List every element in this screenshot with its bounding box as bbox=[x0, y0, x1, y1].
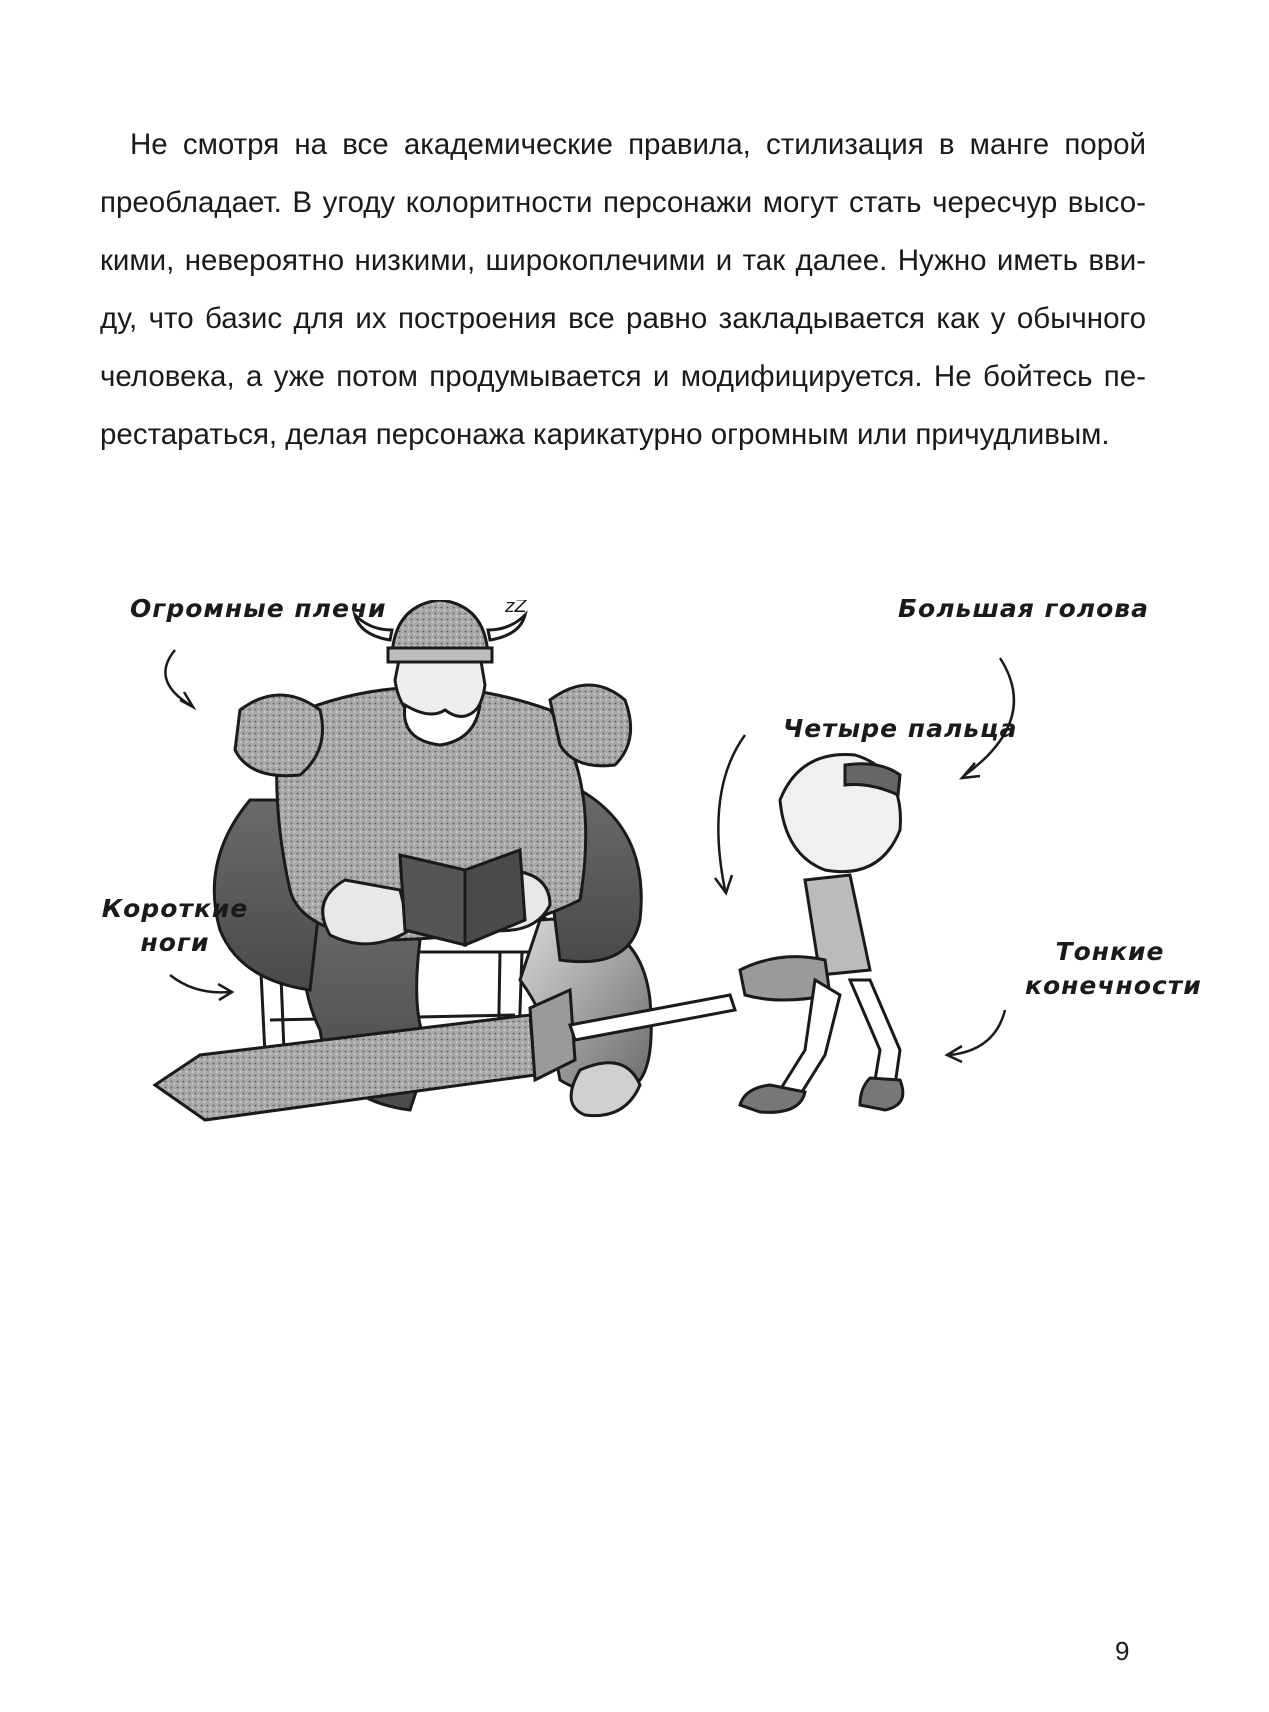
label-short-legs-line: ноги bbox=[140, 928, 210, 957]
paragraph-line: Не смотря на все академические правила, стилизация в манге порой bbox=[130, 128, 1146, 161]
girl-character bbox=[740, 755, 903, 1113]
paragraph-line: рестараться, делая персонажа карикатурно огромным или причудливым. bbox=[100, 418, 1110, 451]
label-huge-shoulders: Огромные плечи bbox=[130, 594, 387, 623]
body-paragraph bbox=[100, 116, 1146, 464]
label-thin-limbs bbox=[1025, 935, 1202, 1003]
label-thin-limbs-line: конечности bbox=[1025, 971, 1202, 1000]
paragraph-line: преобладает. В угоду колоритности персонажи могут стать чересчур высо- bbox=[100, 186, 1146, 219]
label-short-legs-line: Короткие bbox=[101, 894, 249, 923]
label-thin-limbs-line: Тонкие bbox=[1055, 937, 1165, 966]
paragraph-line: ду, что базис для их построения все равно закладывается как у обычного bbox=[100, 302, 1146, 335]
label-short-legs bbox=[100, 892, 250, 960]
page-number: 9 bbox=[1115, 1636, 1130, 1666]
label-big-head: Большая голова bbox=[898, 594, 1149, 623]
label-four-fingers: Четыре пальца bbox=[783, 714, 1018, 743]
snore-text: zZ bbox=[505, 600, 527, 617]
paragraph-line: человека, а уже потом продумывается и модифицируется. Не бойтесь пе- bbox=[100, 360, 1146, 393]
paragraph-line: кими, невероятно низкими, широкоплечими и так далее. Нужно иметь вви- bbox=[100, 244, 1146, 277]
